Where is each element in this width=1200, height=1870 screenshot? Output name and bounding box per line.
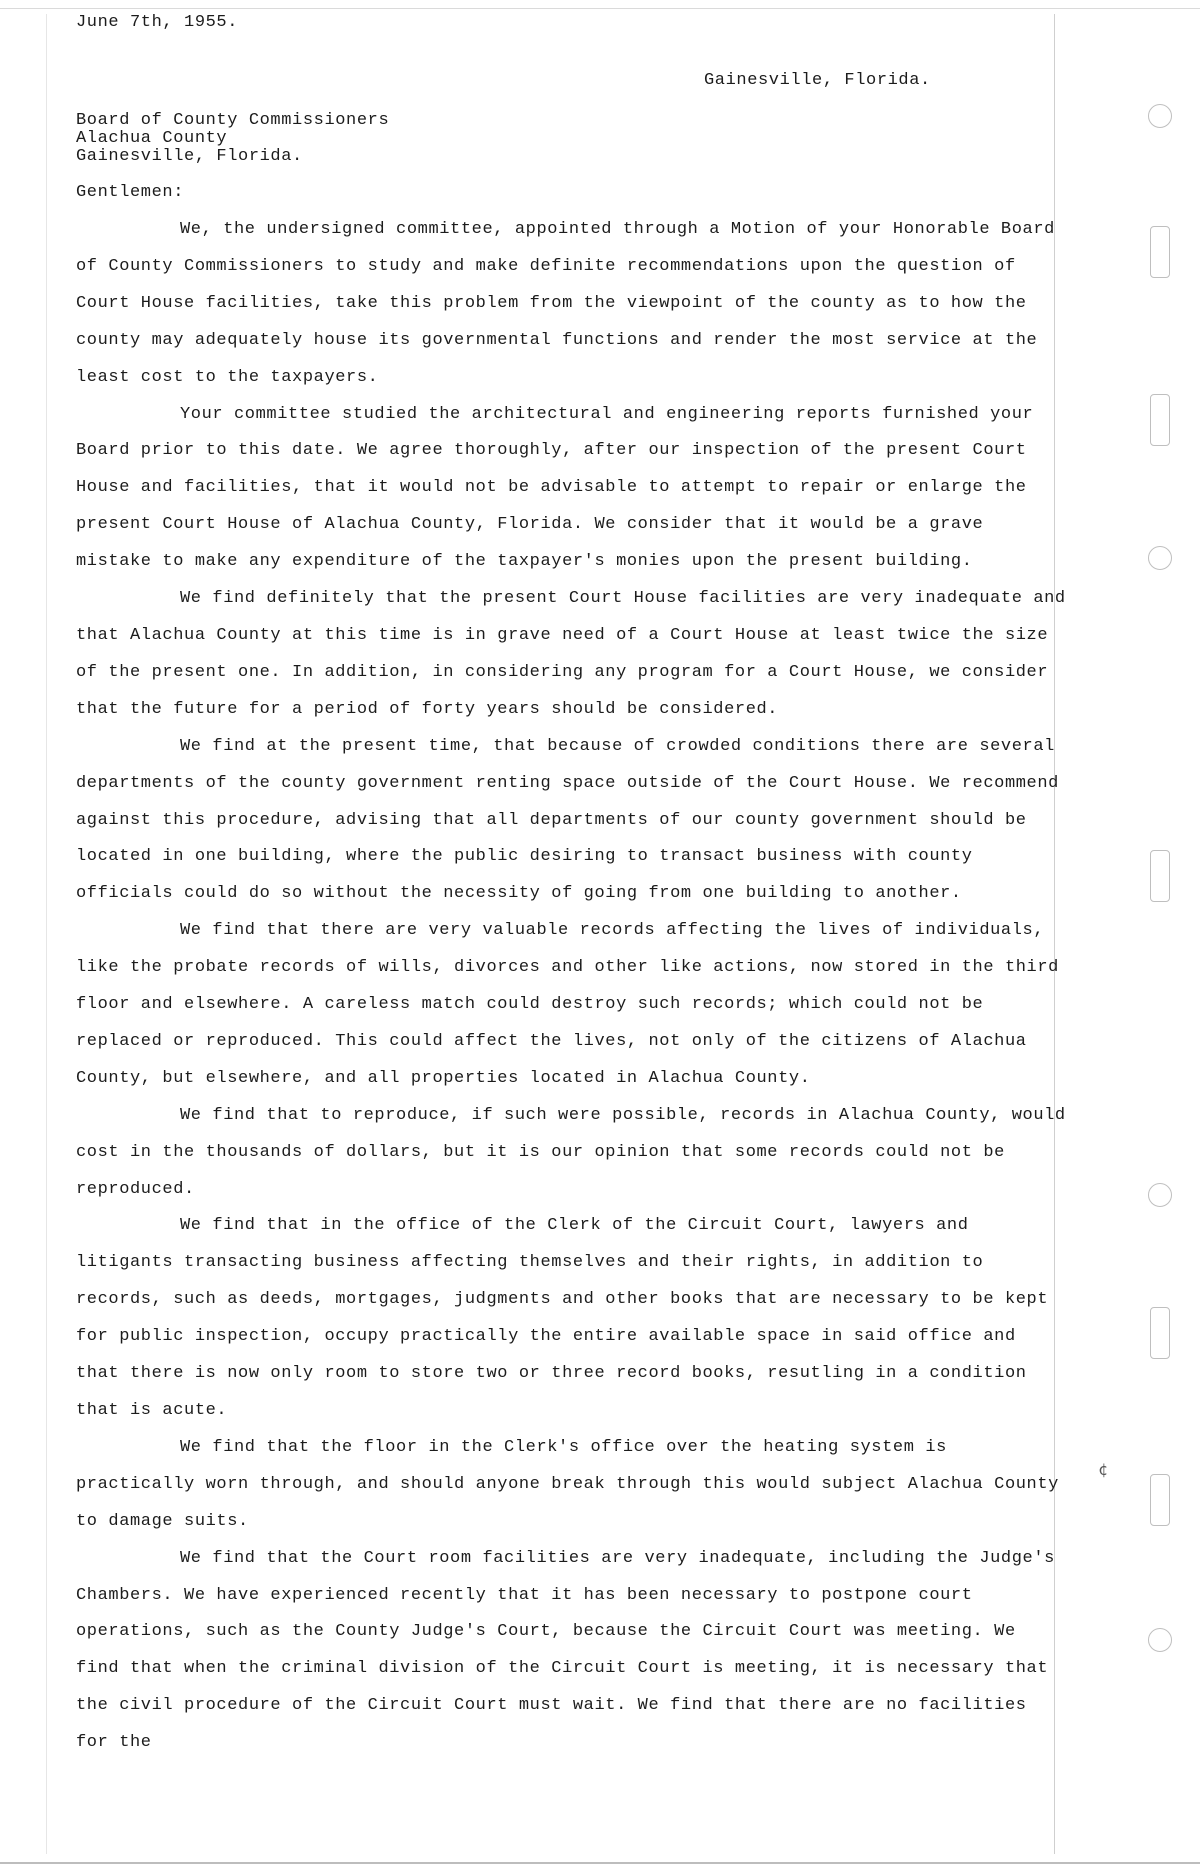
paragraph: We find that the floor in the Clerk's office over the heating system is practically worn through, and should anyone break through this would subject Alachua County to damage suits. [76,1437,1059,1531]
letter-date: June 7th, 1955. [76,13,239,32]
paragraph: Your committee studied the architectural and engineering reports furnished your Board prior to this date. We agree thoroughly, after our inspection of the present Court House and facilities, that it would not be advisable to attempt to repair or enlarge the present Court House of Alachua County, Florida. We consider that it would be a grave mistake to make any expenditure of the taxpayer's monies upon the present building. [76,404,1034,572]
letter-place: Gainesville, Florida. [704,71,931,90]
recipient-line: Alachua County [76,129,228,148]
binder-hole-round [1148,1628,1172,1652]
binder-hole-rect [1150,394,1170,446]
paragraph: We find at the present time, that because of crowded conditions there are several departments of the county government renting space outside of the Court House. We recommend against this procedure, advising that all departments of our county government should be located in one building, where the public desiring to transact business with county officials could do so without the necessity of going from one building to another. [76,736,1059,904]
margin-mark: ¢ [1098,1460,1108,1479]
binder-hole-rect [1150,850,1170,902]
letter-body [76,14,1066,1762]
page-top-edge [0,8,1200,9]
letter-paragraphs [76,212,1066,1762]
recipient-line: Gainesville, Florida. [76,147,303,166]
paragraph: We, the undersigned committee, appointed through a Motion of your Honorable Board of County Commissioners to study and make definite recommendations upon the question of Court House facilities, take this problem from the viewpoint of the county as to how the county may adequately house its governmental functions and render the most service at the least cost to the taxpayers. [76,220,1055,387]
paragraph: We find that the Court room facilities are very inadequate, including the Judge's Chambers. We have experienced recently that it has been necessary to postpone court operations, such as the County Judge's Court, because the Circuit Court was meeting. We find that when the criminal division of the Circuit Court is meeting, it is necessary that the civil procedure of the Circuit Court must wait. We find that there are no facilities for the [76,1548,1055,1753]
binder-hole-round [1148,546,1172,570]
binder-hole-rect [1150,1474,1170,1526]
binder-hole-round [1148,1183,1172,1207]
paragraph: We find that to reproduce, if such were possible, records in Alachua County, would cost in the thousands of dollars, but it is our opinion that some records could not be reproduced. [76,1105,1066,1199]
binder-hole-rect [1150,226,1170,278]
recipient-address [76,112,1066,166]
page-left-edge [46,14,47,1854]
paragraph: We find that there are very valuable records affecting the lives of individuals, like the probate records of wills, divorces and other like actions, now stored in the third floor and elsewhere. A careless match could destroy such records; which could not be replaced or reproduced. This could affect the lives, not only of the citizens of Alachua County, but elsewhere, and all properties located in Alachua County. [76,921,1059,1088]
binder-hole-rect [1150,1307,1170,1359]
binder-hole-round [1148,104,1172,128]
paragraph: We find that in the office of the Clerk of the Circuit Court, lawyers and litigants transacting business affecting themselves and their rights, in addition to records, such as deeds, mortgages, judgments and other books that are necessary to be kept for public inspection, occupy practically the entire available space in said office and that there is now only room to store two or three record books, resutling in a condition that is acute. [76,1216,1049,1420]
salutation: Gentlemen: [76,183,185,202]
recipient-line: Board of County Commissioners [76,111,390,130]
page-bottom-edge [0,1862,1200,1864]
paragraph: We find definitely that the present Court House facilities are very inadequate and that Alachua County at this time is in grave need of a Court House at least twice the size of the present one. In addition, in considering any program for a Court House, we consider that the future for a period of forty years should be considered. [76,589,1066,719]
